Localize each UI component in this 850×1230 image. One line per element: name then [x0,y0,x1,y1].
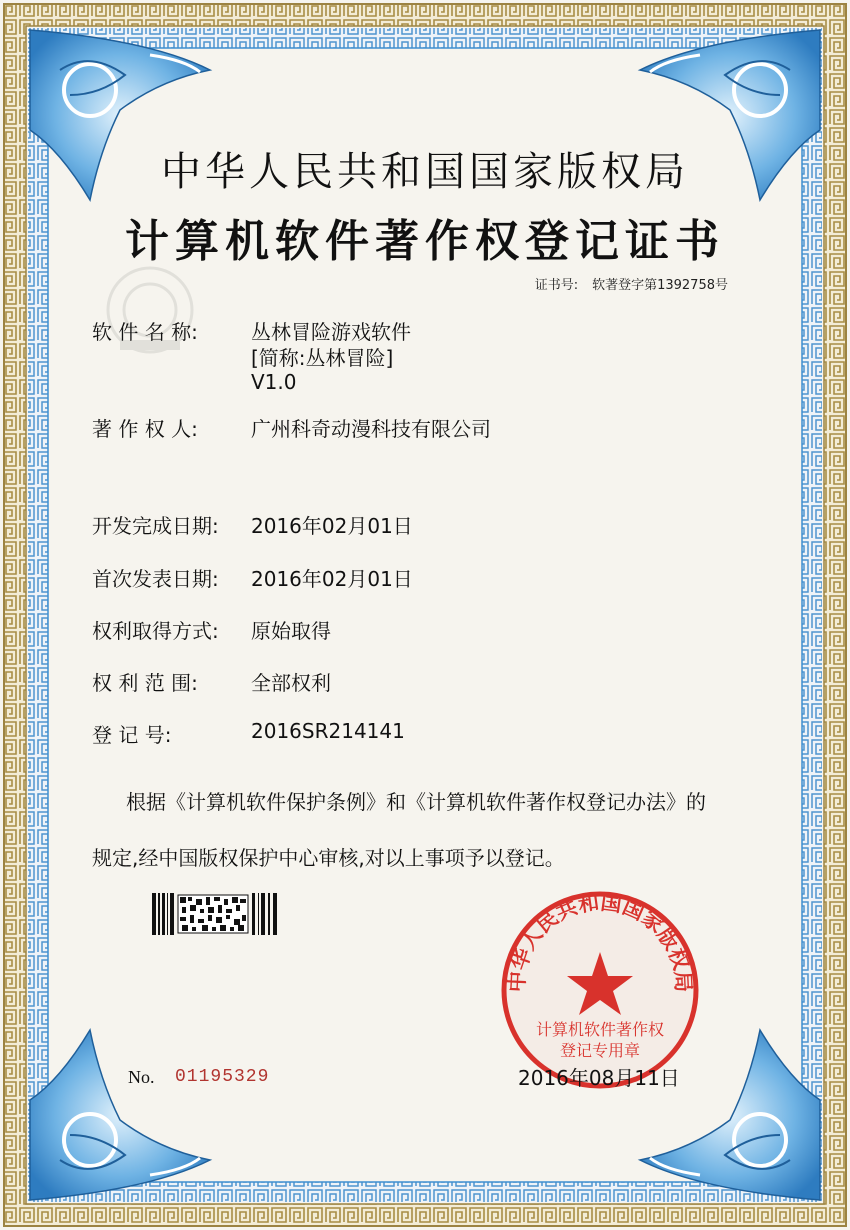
issue-date: 2016年08月11日 [518,1066,680,1090]
body-paragraph-line-1: 根据《计算机软件保护条例》和《计算机软件著作权登记办法》的 [126,790,706,814]
owner-value: 广州科奇动漫科技有限公司 [251,417,491,441]
watermark-emblem [100,260,200,360]
registration-number-value: 2016SR214141 [251,719,405,743]
rights-scope-value: 全部权利 [251,671,331,695]
owner-label: 著 作 权 人: [92,417,198,441]
acquire-method-value: 原始取得 [251,619,331,643]
dev-date-label: 开发完成日期: [92,514,219,538]
software-short-name: [简称:丛林冒险] [251,346,394,370]
software-name-value: 丛林冒险游戏软件 [251,320,411,344]
seal-ring-text: 中华人民共和国国家版权局 [504,890,696,993]
body-paragraph-line-2: 规定,经中国版权保护中心审核,对以上事项予以登记。 [92,846,565,870]
registration-number-label: 登 记 号: [92,723,172,747]
software-version: V1.0 [251,370,297,394]
acquire-method-label: 权利取得方式: [92,619,219,643]
pub-date-label: 首次发表日期: [92,567,219,591]
issuing-authority: 中华人民共和国国家版权局 [161,149,689,195]
serial-number-value: 01195329 [175,1067,270,1087]
seal-center-line-2: 登记专用章 [559,1041,641,1060]
software-name-label: 软 件 名 称: [92,320,198,344]
certificate-number-value: 软著登字第1392758号 [592,278,728,293]
dev-date-value: 2016年02月01日 [251,514,413,538]
seal-center-line-1: 计算机软件著作权 [535,1020,665,1039]
certificate-number-label: 证书号: [534,278,579,293]
serial-number-label: No. [128,1067,155,1087]
certificate-number [521,274,728,293]
barcode [152,893,280,935]
pub-date-value: 2016年02月01日 [251,567,413,591]
official-seal [500,890,700,1090]
rights-scope-label: 权 利 范 围: [92,671,198,695]
certificate-title: 计算机软件著作权登记证书 [125,216,725,267]
